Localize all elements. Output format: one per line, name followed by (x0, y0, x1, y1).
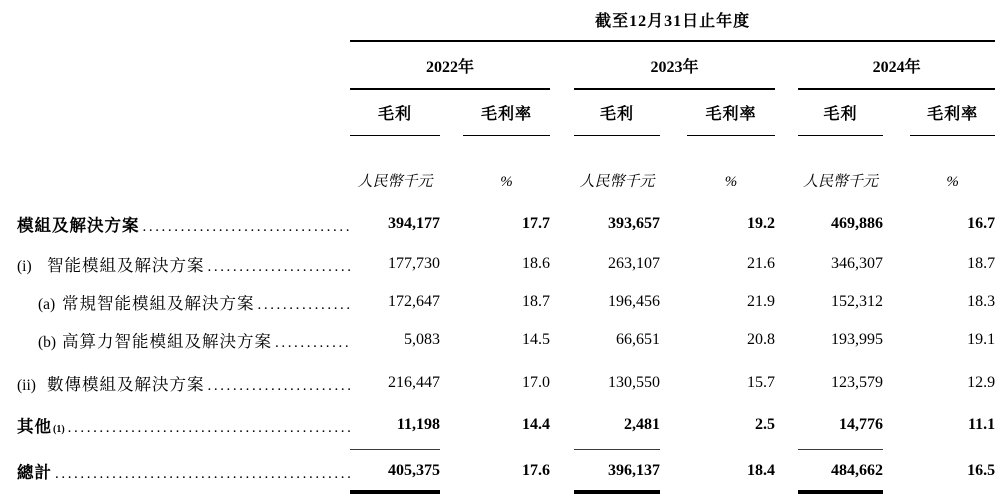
year-header-2023: 2023年 (574, 41, 775, 89)
unit-percent: % (946, 174, 959, 190)
row-label-text: 常規智能模組及解決方案 (62, 294, 255, 313)
unit-currency: 人民幣千元 (802, 174, 878, 190)
value-cell: 405,375 (388, 462, 440, 479)
col-header-gross-margin: 毛利率 (910, 89, 995, 136)
value-cell: 152,312 (831, 293, 883, 310)
value-cell: 394,177 (388, 215, 440, 232)
unit-percent: % (724, 174, 738, 190)
value-cell: 66,651 (616, 331, 660, 348)
units-row (5, 136, 995, 204)
value-cell: 469,886 (831, 215, 883, 232)
value-cell: 16.7 (967, 215, 996, 232)
year-header-row (5, 41, 995, 89)
value-cell: 396,137 (608, 462, 660, 479)
value-cell: 2.5 (755, 416, 775, 433)
col-header-gross-margin: 毛利率 (687, 89, 775, 136)
single-rule (350, 449, 440, 450)
value-cell: 193,995 (831, 331, 883, 348)
value-cell: 14,776 (839, 416, 883, 433)
value-cell: 20.8 (747, 331, 775, 348)
row-label (5, 371, 350, 395)
row-label (5, 459, 350, 483)
value-cell: 216,447 (388, 373, 440, 391)
value-cell: 19.1 (967, 331, 996, 348)
year-header-2022: 2022年 (350, 41, 550, 89)
value-cell: 21.6 (747, 255, 775, 272)
value-cell: 263,107 (608, 255, 660, 272)
dot-leader (258, 297, 351, 314)
value-cell: 346,307 (831, 255, 883, 272)
unit-currency: 人民幣千元 (357, 174, 433, 190)
dot-leader (68, 420, 350, 437)
row-label-text: 智能模組及解決方案 (47, 256, 205, 275)
col-header-gross-profit: 毛利 (798, 89, 883, 136)
value-cell: 12.9 (967, 373, 996, 391)
value-cell: 11,198 (396, 416, 440, 433)
unit-percent: % (500, 174, 513, 190)
year-header-2024: 2024年 (798, 41, 995, 89)
period-header: 截至12月31日止年度 (350, 0, 995, 41)
value-cell: 15.7 (747, 373, 775, 391)
row-high-compute-smart-modules (5, 321, 995, 359)
row-label (5, 252, 350, 276)
value-cell: 17.6 (522, 462, 550, 479)
value-cell: 484,662 (831, 462, 883, 479)
value-cell: 123,579 (831, 373, 883, 391)
value-cell: 18.6 (522, 255, 550, 272)
value-cell: 18.3 (967, 293, 996, 310)
unit-currency: 人民幣千元 (579, 174, 655, 190)
row-label-text: 模組及解決方案 (17, 216, 140, 235)
row-label-text: 總計 (17, 463, 52, 482)
row-label (5, 290, 350, 314)
row-index: (i) (17, 258, 32, 275)
double-rule (798, 490, 883, 495)
row-modules-and-solutions (5, 203, 995, 245)
double-rule (350, 490, 440, 495)
row-others (5, 406, 995, 444)
dot-leader (55, 466, 350, 483)
row-label (5, 212, 350, 236)
dot-leader (143, 219, 351, 236)
row-label-text: 數傳模組及解決方案 (47, 374, 205, 394)
dot-leader (208, 259, 351, 276)
row-index: (b) (38, 334, 57, 351)
value-cell: 17.7 (522, 215, 550, 232)
col-header-gross-profit: 毛利 (574, 89, 660, 136)
column-header-row (5, 89, 995, 136)
value-cell: 172,647 (388, 293, 440, 310)
row-total (5, 453, 995, 489)
row-smart-modules (5, 245, 995, 283)
row-label-text: 其他 (17, 417, 52, 436)
row-label-text: 高算力智能模組及解決方案 (62, 332, 272, 351)
row-data-transmission-modules (5, 359, 995, 406)
value-cell: 21.9 (747, 293, 775, 310)
row-label: 其他 (1) ..... (5, 413, 350, 437)
value-cell: 393,657 (608, 215, 660, 232)
value-cell: 5,083 (404, 331, 440, 348)
value-cell: 130,550 (608, 373, 660, 391)
dot-leader (275, 335, 350, 352)
col-header-gross-margin: 毛利率 (463, 89, 550, 136)
row-index: (ii) (17, 376, 36, 394)
single-rule (574, 449, 660, 450)
single-rule (798, 449, 883, 450)
value-cell: 196,456 (608, 293, 660, 310)
col-header-gross-profit: 毛利 (350, 89, 440, 136)
value-cell: 177,730 (388, 255, 440, 272)
value-cell: 17.0 (522, 373, 550, 391)
subtotal-rule-row (5, 444, 995, 453)
period-header-row (5, 0, 995, 41)
row-label (5, 328, 350, 352)
value-cell: 19.2 (747, 215, 775, 232)
row-index: (a) (38, 296, 56, 313)
gross-profit-table (5, 0, 995, 495)
value-cell: 18.4 (747, 462, 775, 479)
value-cell: 14.4 (522, 416, 550, 433)
value-cell: 11.1 (968, 416, 996, 433)
row-regular-smart-modules (5, 283, 995, 321)
total-rule-row (5, 489, 995, 495)
value-cell: 18.7 (522, 293, 550, 310)
double-rule (574, 490, 660, 495)
dot-leader (208, 378, 351, 395)
value-cell: 18.7 (967, 255, 996, 272)
value-cell: 2,481 (624, 416, 660, 433)
value-cell: 16.5 (967, 462, 996, 479)
value-cell: 14.5 (522, 331, 550, 348)
